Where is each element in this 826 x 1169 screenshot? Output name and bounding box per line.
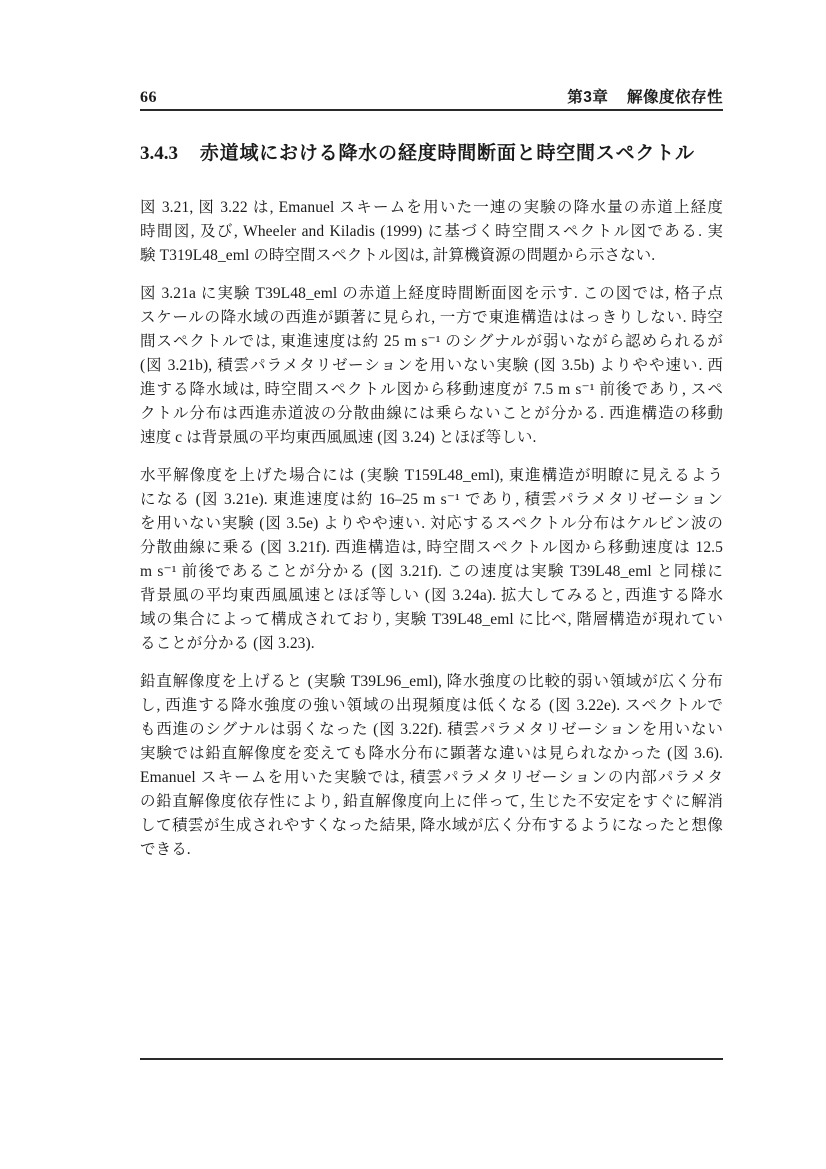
- text-line: も西進のシグナルは弱くなった (図 3.22f). 積雲パラメタリゼーションを用いない: [140, 721, 723, 738]
- section-number: 3.4.3: [140, 143, 178, 164]
- text-line: 背景風の平均東西風風速とほぼ等しい (図 3.24a). 拡大してみると, 西進する降水: [140, 587, 723, 604]
- text-line: スケールの降水域の西進が顕著に見られ, 一方で東進構造ははっきりしない. 時空: [140, 309, 723, 326]
- text-line: 進する降水域は, 時空間スペクトル図から移動速度が 7.5 m s⁻¹ 前後であり, スペ: [140, 381, 723, 398]
- paragraph: [140, 196, 723, 268]
- text-line: 時間図, 及び, Wheeler and Kiladis (1999) に基づく時空間スペクトル図である. 実: [140, 223, 723, 240]
- text-line: 間スペクトルでは, 東進速度は約 25 m s⁻¹ のシグナルが弱いながら認められるが: [140, 333, 723, 350]
- running-chapter-header: [567, 85, 723, 107]
- text-line: 図 3.21, 図 3.22 は, Emanuel スキームを用いた一連の実験の降水量の赤道上経度: [140, 199, 723, 216]
- text-line: の鉛直解像度依存性により, 鉛直解像度向上に伴って, 生じた不安定をすぐに解消: [140, 793, 723, 810]
- text-line: クトル分布は西進赤道波の分散曲線には乗らないことが分かる. 西進構造の移動: [140, 405, 723, 422]
- chapter-label: 第3章: [567, 89, 609, 106]
- text-line: ることが分かる (図 3.23).: [140, 635, 315, 652]
- text-line: 水平解像度を上げた場合には (実験 T159L48_eml), 東進構造が明瞭に見えるよう: [140, 467, 723, 484]
- chapter-title: 解像度依存性: [626, 89, 723, 106]
- text-line: 鉛直解像度を上げると (実験 T39L96_eml), 降水強度の比較的弱い領域が広く分布: [140, 673, 723, 690]
- text-line: (図 3.21b), 積雲パラメタリゼーションを用いない実験 (図 3.5b) よりやや速い. 西: [140, 357, 723, 374]
- text-line: できる.: [140, 841, 191, 858]
- body-text: [140, 196, 723, 876]
- section-heading: [140, 138, 723, 165]
- text-line: 分散曲線に乗る (図 3.21f). 西進構造は, 時空間スペクトル図から移動速度は 12.5: [140, 539, 723, 556]
- page-number: 66: [140, 89, 157, 106]
- paragraph: [140, 464, 723, 656]
- paragraph: [140, 670, 723, 862]
- paragraph: [140, 282, 723, 450]
- text-line: 速度 c は背景風の平均東西風風速 (図 3.24) とほぼ等しい.: [140, 429, 537, 446]
- footnote-rule: [140, 1058, 723, 1060]
- text-line: し, 西進する降水強度の強い領域の出現頻度は低くなる (図 3.22e). スペクトルで: [140, 697, 723, 714]
- text-line: 図 3.21a に実験 T39L48_eml の赤道上経度時間断面図を示す. この図では, 格子点: [140, 285, 723, 302]
- text-line: を用いない実験 (図 3.5e) よりやや速い. 対応するスペクトル分布はケルビン波の: [140, 515, 723, 532]
- text-line: 域の集合によって構成されており, 実験 T39L48_eml に比べ, 階層構造が現れてい: [140, 611, 723, 628]
- text-line: になる (図 3.21e). 東進速度は約 16–25 m s⁻¹ であり, 積雲パラメタリゼーション: [140, 491, 723, 508]
- header-rule: [140, 109, 723, 111]
- text-line: m s⁻¹ 前後であることが分かる (図 3.21f). この速度は実験 T39L48_eml と同様に: [140, 563, 723, 580]
- text-line: して積雲が生成されやすくなった結果, 降水域が広く分布するようになったと想像: [140, 817, 723, 834]
- section-title: 赤道域における降水の経度時間断面と時空間スペクトル: [199, 143, 695, 164]
- page-header: [140, 85, 723, 107]
- text-line: 実験では鉛直解像度を変えても降水分布に顕著な違いは見られなかった (図 3.6).: [140, 745, 723, 762]
- text-line: Emanuel スキームを用いた実験では, 積雲パラメタリゼーションの内部パラメタ: [140, 769, 723, 786]
- text-line: 験 T319L48_eml の時空間スペクトル図は, 計算機資源の問題から示さない.: [140, 247, 656, 264]
